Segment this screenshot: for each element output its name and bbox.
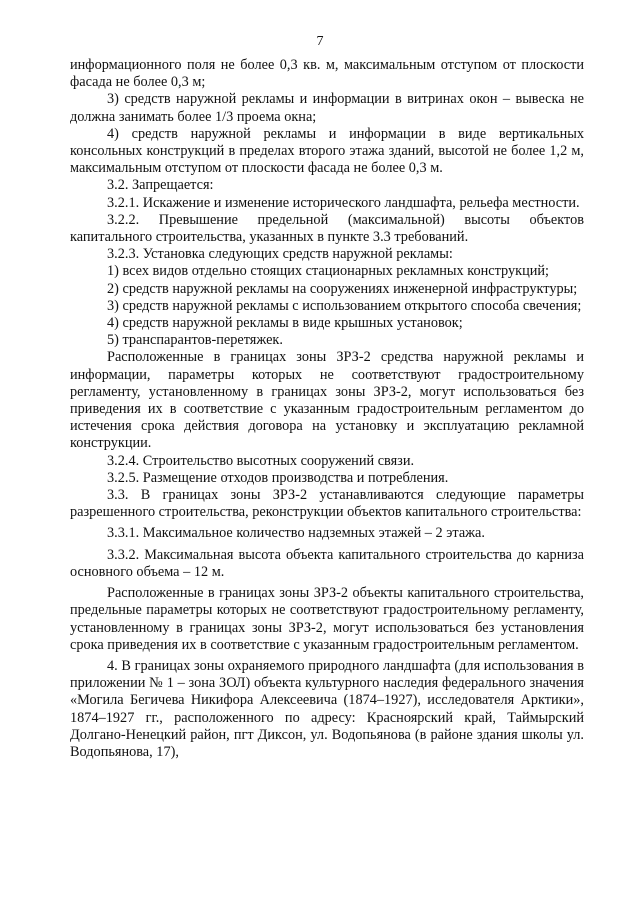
paragraph-15: 3.2.5. Размещение отходов производства и потребления. <box>107 469 449 486</box>
paragraph-11: 4) средств наружной рекламы в виде крышных установок; <box>107 315 463 332</box>
paragraph-2: 3) средств наружной рекламы и информации в витринах окон – вывеска не должна занимать более 1/3 проема окна; <box>70 91 584 125</box>
document-body <box>70 57 584 761</box>
paragraph-19: Расположенные в границах зоны ЗРЗ-2 объекты капитального строительства, предельные параметры которых не соответствуют градостроительному регламенту, установленному в границах зоны ЗРЗ-2, могут использоваться без установления срока приведения их в соответствие с указанным градостроительным регламентом. <box>70 585 584 653</box>
paragraph-4: 3.2. Запрещается: <box>107 177 214 194</box>
paragraph-12: 5) транспарантов-перетяжек. <box>107 332 283 349</box>
paragraph-13: Расположенные в границах зоны ЗРЗ-2 средства наружной рекламы и информации, параметры которых не соответствуют градостроительному регламенту, установленному в границах зоны ЗРЗ-2, могут использоваться без приведения их в соответствие с указанным градостроительным регламентом до истечения срока действия договора на установку и эксплуатацию рекламной конструкции. <box>70 349 584 452</box>
paragraph-10: 3) средств наружной рекламы с использованием открытого способа свечения; <box>107 297 582 314</box>
paragraph-1: информационного поля не более 0,3 кв. м, максимальным отступом от плоскости фасада не более 0,3 м; <box>70 57 584 91</box>
paragraph-14: 3.2.4. Строительство высотных сооружений связи. <box>107 452 415 469</box>
paragraph-18: 3.3.2. Максимальная высота объекта капитального строительства до карниза основного объема – 12 м. <box>70 546 584 580</box>
paragraph-6: 3.2.2. Превышение предельной (максимальной) высоты объектов капитального строительства, указанных в пункте 3.3 требований. <box>70 211 584 246</box>
paragraph-7: 3.2.3. Установка следующих средств наружной рекламы: <box>107 246 453 263</box>
paragraph-9: 2) средств наружной рекламы на сооружениях инженерной инфраструктуры; <box>107 280 578 297</box>
paragraph-20: 4. В границах зоны охраняемого природного ландшафта (для использования в приложении № 1 – зона ЗОЛ) объекта культурного наследия федерального значения «Могила Бегичева Никифора Алексеевича (1874–1927), исследователя Арктики», 1874–1927 гг., расположенного по адресу: Красноярский край, Таймырский Долгано-Ненецкий район, пгт Диксон, ул. Водопьянова (в районе здания школы ул. Водопьянова, 17), <box>70 657 584 760</box>
paragraph-16: 3.3. В границах зоны ЗРЗ-2 устанавливаются следующие параметры разрешенного строительства, реконструкции объектов капитального строительства: <box>70 487 584 521</box>
paragraph-3: 4) средств наружной рекламы и информации в виде вертикальных консольных конструкций в пределах второго этажа зданий, высотой не более 1,2 м, максимальным отступом от плоскости фасада не более 0,3 м. <box>70 125 584 177</box>
paragraph-5: 3.2.1. Искажение и изменение исторического ландшафта, рельефа местности. <box>107 194 580 211</box>
page-number: 7 <box>316 34 324 49</box>
paragraph-17: 3.3.1. Максимальное количество надземных этажей – 2 этажа. <box>107 525 485 542</box>
paragraph-8: 1) всех видов отдельно стоящих стационарных рекламных конструкций; <box>107 263 550 280</box>
